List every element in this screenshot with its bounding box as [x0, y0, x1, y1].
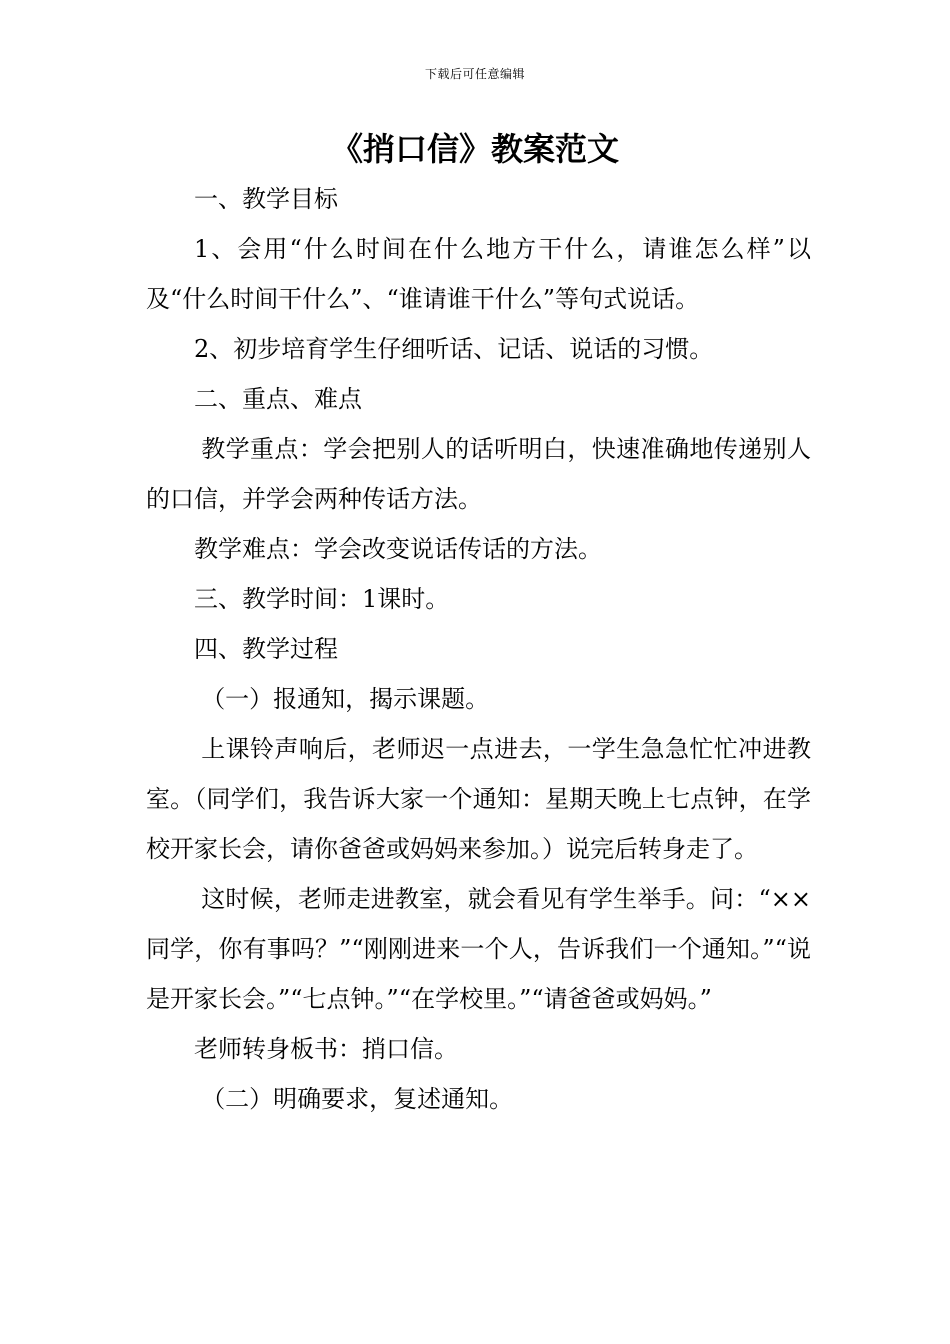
section-heading-key-points: 二、重点、难点 — [194, 385, 362, 413]
difficulty-paragraph: 教学难点：学会改变说话传话的方法。 — [194, 535, 602, 563]
objective-item-2: 2、初步培育学生仔细听话、记话、说话的习惯。 — [194, 335, 714, 363]
document-body — [146, 174, 811, 1124]
section-heading-duration: 三、教学时间：1课时。 — [194, 585, 450, 613]
document-title: 《捎口信》教案范文 — [330, 130, 619, 168]
section-heading-process: 四、教学过程 — [194, 635, 338, 663]
section-heading-objectives: 一、教学目标 — [194, 185, 338, 213]
objective-item-1: 1、会用“什么时间在什么地方干什么，请谁怎么样”以及“什么时间干什么”、“谁请谁干什么”等句式说话。 — [146, 235, 811, 313]
key-point-paragraph: 教学重点：学会把别人的话听明白，快速准确地传递别人的口信，并学会两种传话方法。 — [146, 435, 811, 513]
body-paragraph: 上课铃声响后，老师迟一点进去，一学生急急忙忙冲进教室。（同学们，我告诉大家一个通知：星期天晚上七点钟，在学校开家长会，请你爸爸或妈妈来参加。）说完后转身走了。 — [146, 735, 811, 863]
process-step-1-heading: （一）报通知，揭示课题。 — [201, 685, 490, 713]
body-paragraph: 老师转身板书：捎口信。 — [194, 1035, 458, 1063]
page-header-note: 下载后可任意编辑 — [424, 67, 525, 81]
body-paragraph: 这时候，老师走进教室，就会看见有学生举手。问：“××同学，你有事吗？”“刚刚进来一个人，告诉我们一个通知。”“说是开家长会。”“七点钟。”“在学校里。”“请爸爸或妈妈。” — [146, 885, 811, 1013]
process-step-2-heading: （二）明确要求，复述通知。 — [201, 1085, 514, 1113]
